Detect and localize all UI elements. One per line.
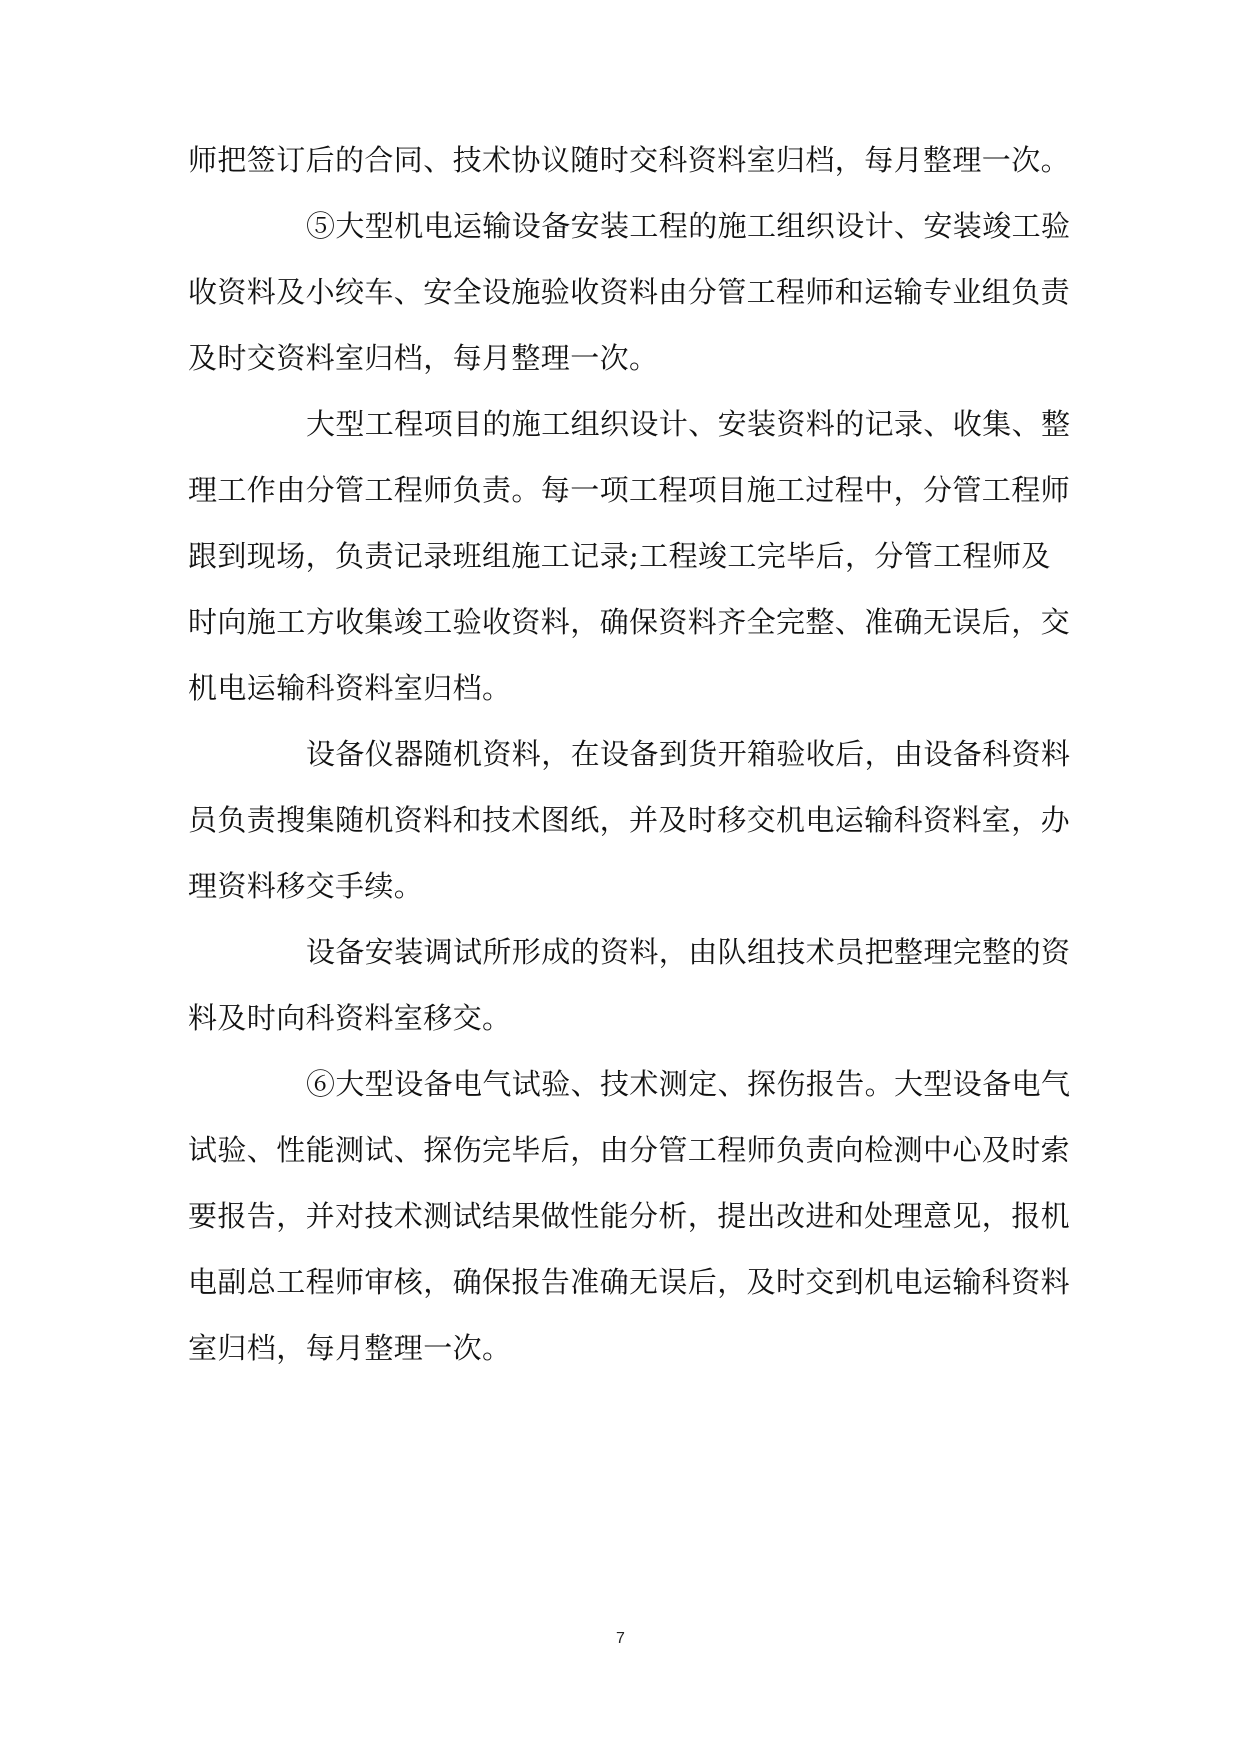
- text-line: 设备仪器随机资料，在设备到货开箱验收后，由设备科资料: [306, 737, 1071, 771]
- text-line: 设备安装调试所形成的资料，由队组技术员把整理完整的资: [306, 935, 1071, 969]
- text-line: 室归档，每月整理一次。: [188, 1331, 512, 1365]
- text-line: 机电运输科资料室归档。: [188, 671, 512, 705]
- text-line: 大型工程项目的施工组织设计、安装资料的记录、收集、整: [306, 407, 1071, 441]
- text-line: 理工作由分管工程师负责。每一项工程项目施工过程中，分管工程师: [188, 473, 1071, 507]
- text-line: 电副总工程师审核，确保报告准确无误后，及时交到机电运输科资料: [188, 1265, 1071, 1299]
- text-line: ⑥大型设备电气试验、技术测定、探伤报告。大型设备电气: [306, 1067, 1071, 1101]
- text-line: 师把签订后的合同、技术协议随时交科资料室归档，每月整理一次。: [188, 143, 1071, 177]
- text-line: 员负责搜集随机资料和技术图纸，并及时移交机电运输科资料室，办: [188, 803, 1071, 837]
- page-number: 7: [616, 1630, 625, 1647]
- text-line: 时向施工方收集竣工验收资料，确保资料齐全完整、准确无误后，交: [188, 605, 1071, 639]
- text-line: 试验、性能测试、探伤完毕后，由分管工程师负责向检测中心及时索: [188, 1133, 1071, 1167]
- text-line: 跟到现场，负责记录班组施工记录;工程竣工完毕后，分管工程师及: [188, 539, 1051, 573]
- text-line: 要报告，并对技术测试结果做性能分析，提出改进和处理意见，报机: [188, 1199, 1071, 1233]
- text-line: 及时交资料室归档，每月整理一次。: [188, 341, 659, 375]
- text-line: 理资料移交手续。: [188, 869, 424, 903]
- text-line: ⑤大型机电运输设备安装工程的施工组织设计、安装竣工验: [306, 209, 1071, 243]
- text-line: 收资料及小绞车、安全设施验收资料由分管工程师和运输专业组负责: [188, 275, 1071, 309]
- text-line: 料及时向科资料室移交。: [188, 1001, 512, 1035]
